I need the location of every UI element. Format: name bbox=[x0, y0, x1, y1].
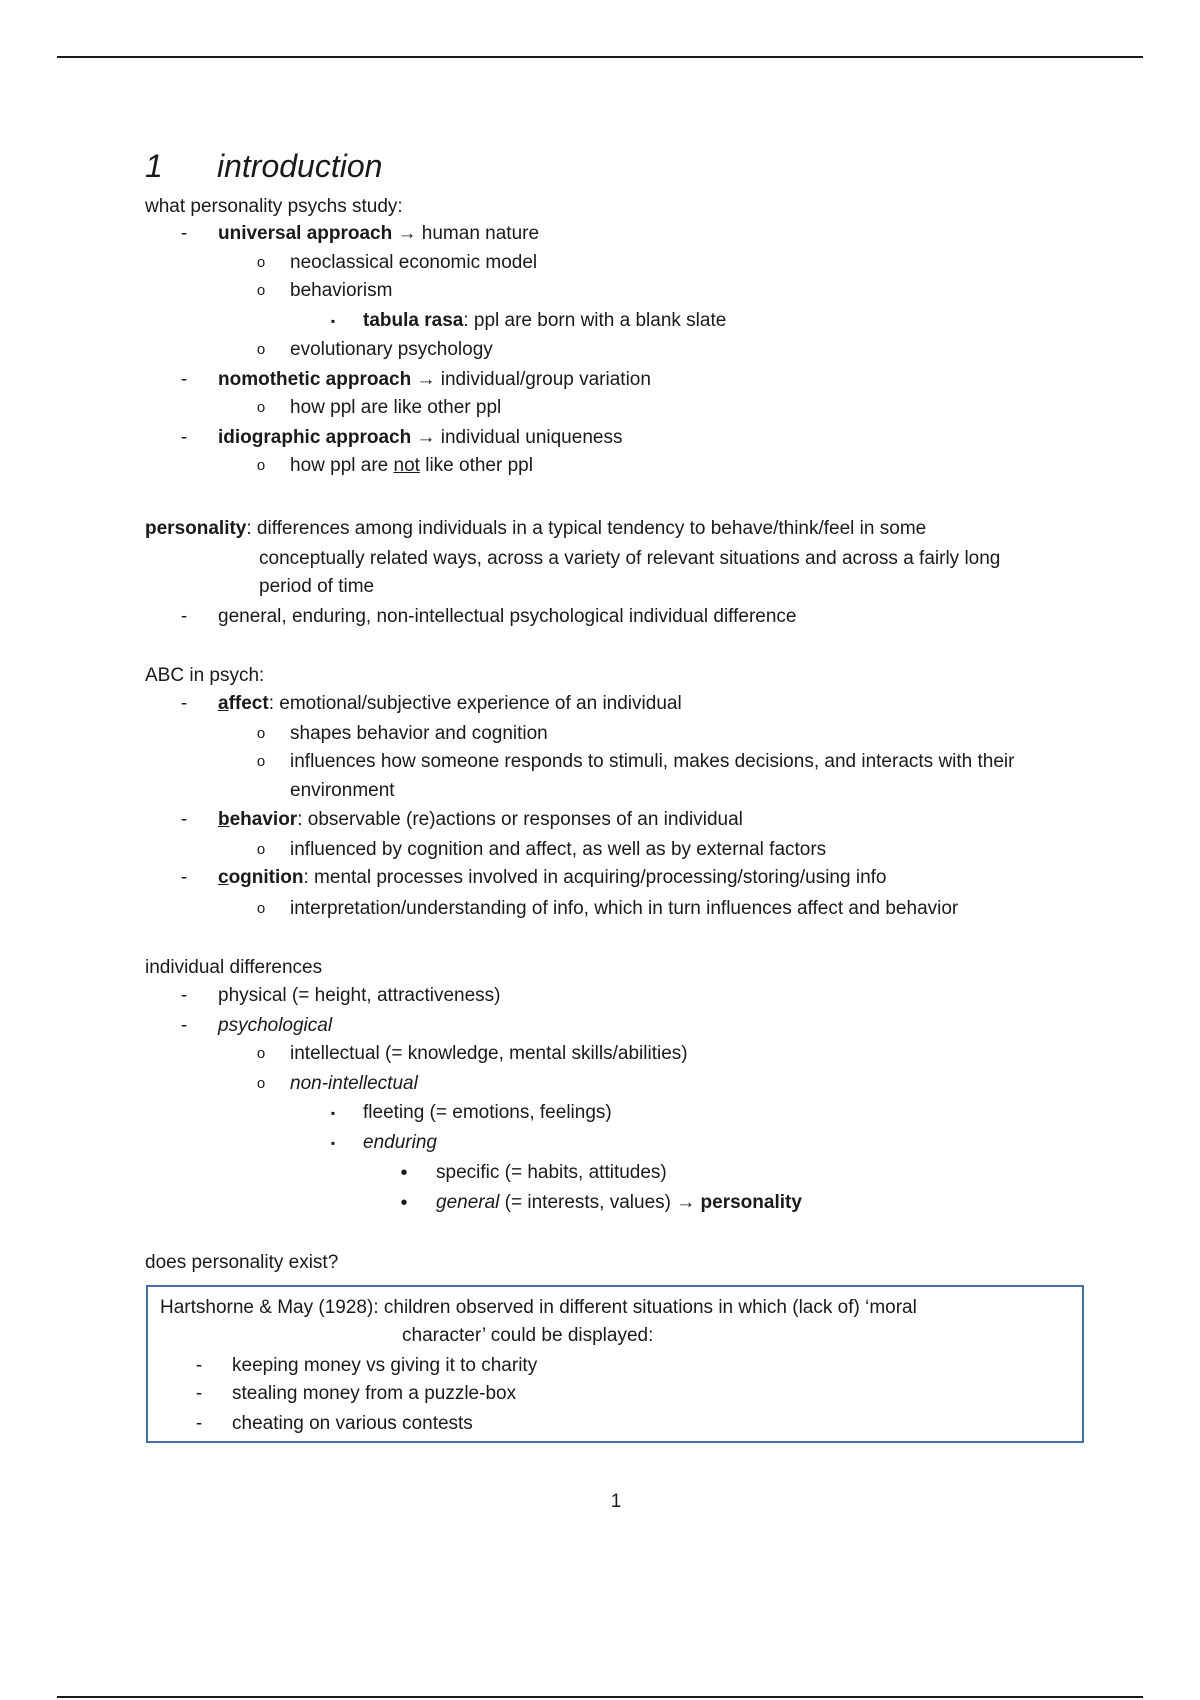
enduring-item: enduring bbox=[363, 1132, 437, 1153]
behaviorism-item: behaviorism bbox=[290, 280, 393, 301]
box-item: stealing money from a puzzle-box bbox=[232, 1383, 517, 1404]
nomothetic-item: nomothetic approach → individual/group variation bbox=[218, 369, 651, 390]
tabula-rasa-item: tabula rasa: ppl are born with a blank slate bbox=[363, 310, 727, 331]
dash-bullet: - bbox=[180, 223, 188, 244]
circle-bullet: o bbox=[256, 1045, 266, 1062]
nonintellectual-item: non-intellectual bbox=[290, 1073, 418, 1094]
idiographic-sub: how ppl are not like other ppl bbox=[290, 455, 533, 476]
physical-item: physical (= height, attractiveness) bbox=[218, 985, 501, 1006]
footer-rule bbox=[57, 1696, 1143, 1698]
psychological-item: psychological bbox=[218, 1015, 333, 1036]
section-heading bbox=[145, 148, 382, 185]
personality-summary: general, enduring, non-intellectual psychological individual difference bbox=[218, 606, 797, 627]
personality-definition: personality: differences among individuals in a typical tendency to behave/think/feel in some bbox=[145, 518, 927, 539]
circle-bullet: o bbox=[256, 900, 266, 917]
dash-bullet: - bbox=[180, 427, 188, 448]
fleeting-item: fleeting (= emotions, feelings) bbox=[363, 1102, 612, 1123]
behavior-sub1: influenced by cognition and affect, as well as by external factors bbox=[290, 839, 827, 860]
circle-bullet: o bbox=[256, 399, 266, 416]
dash-bullet: - bbox=[180, 606, 188, 627]
universal-approach-item: universal approach → human nature bbox=[218, 223, 540, 244]
evolutionary-item: evolutionary psychology bbox=[290, 339, 493, 360]
dot-bullet: • bbox=[400, 1192, 408, 1214]
page-number: 1 bbox=[610, 1491, 622, 1512]
circle-bullet: o bbox=[256, 282, 266, 299]
dash-bullet: - bbox=[180, 369, 188, 390]
affect-sub2: influences how someone responds to stimuli, makes decisions, and interacts with their bbox=[290, 751, 1015, 772]
affect-item: affect: emotional/subjective experience of an individual bbox=[218, 693, 682, 714]
personality-definition-line2: conceptually related ways, across a variety of relevant situations and across a fairly long bbox=[259, 548, 1001, 569]
cognition-item: cognition: mental processes involved in acquiring/processing/storing/using info bbox=[218, 867, 887, 888]
idiographic-item: idiographic approach → individual uniqueness bbox=[218, 427, 623, 448]
circle-bullet: o bbox=[256, 341, 266, 358]
box-item: keeping money vs giving it to charity bbox=[232, 1355, 538, 1376]
square-bullet: ▪ bbox=[330, 1136, 336, 1150]
behavior-item: behavior: observable (re)actions or responses of an individual bbox=[218, 809, 743, 830]
circle-bullet: o bbox=[256, 1075, 266, 1092]
general-item: general (= interests, values) → personality bbox=[436, 1192, 802, 1213]
personality-definition-line3: period of time bbox=[259, 576, 375, 597]
dash-bullet: - bbox=[180, 867, 188, 888]
circle-bullet: o bbox=[256, 725, 266, 742]
exist-question: does personality exist? bbox=[145, 1252, 339, 1273]
cognition-sub1: interpretation/understanding of info, which in turn influences affect and behavior bbox=[290, 898, 959, 919]
dash-bullet: - bbox=[195, 1355, 203, 1376]
affect-sub1: shapes behavior and cognition bbox=[290, 723, 548, 744]
dash-bullet: - bbox=[180, 693, 188, 714]
square-bullet: ▪ bbox=[330, 314, 336, 328]
circle-bullet: o bbox=[256, 254, 266, 271]
study-intro: what personality psychs study: bbox=[145, 196, 403, 217]
box-line1: Hartshorne & May (1928): children observed in different situations in which (lack of) ‘moral bbox=[160, 1297, 917, 1318]
dash-bullet: - bbox=[180, 1015, 188, 1036]
abc-intro: ABC in psych: bbox=[145, 665, 265, 686]
individual-intro: individual differences bbox=[145, 957, 323, 978]
circle-bullet: o bbox=[256, 457, 266, 474]
box-item: cheating on various contests bbox=[232, 1413, 473, 1434]
dash-bullet: - bbox=[195, 1413, 203, 1434]
nomothetic-sub: how ppl are like other ppl bbox=[290, 397, 502, 418]
dash-bullet: - bbox=[195, 1383, 203, 1404]
neoclassical-item: neoclassical economic model bbox=[290, 252, 538, 273]
section-title: introduction bbox=[217, 148, 383, 184]
affect-sub2-cont: environment bbox=[290, 780, 395, 801]
circle-bullet: o bbox=[256, 753, 266, 770]
intellectual-item: intellectual (= knowledge, mental skills/abilities) bbox=[290, 1043, 688, 1064]
section-number: 1 bbox=[145, 148, 163, 184]
dash-bullet: - bbox=[180, 985, 188, 1006]
box-line2: character’ could be displayed: bbox=[402, 1325, 654, 1346]
dot-bullet: • bbox=[400, 1162, 408, 1184]
circle-bullet: o bbox=[256, 841, 266, 858]
specific-item: specific (= habits, attitudes) bbox=[436, 1162, 667, 1183]
dash-bullet: - bbox=[180, 809, 188, 830]
square-bullet: ▪ bbox=[330, 1106, 336, 1120]
header-rule bbox=[57, 56, 1143, 58]
